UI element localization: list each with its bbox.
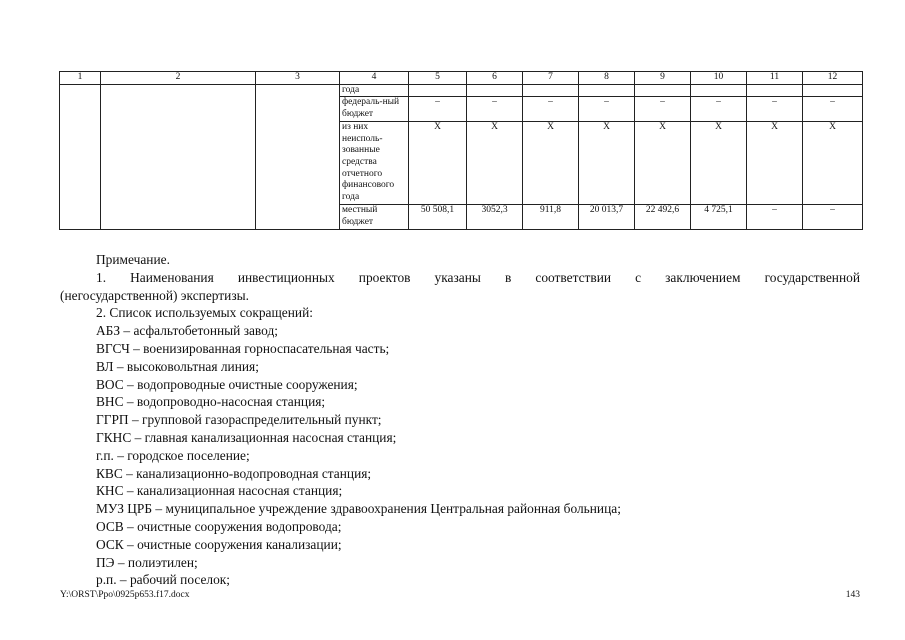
table-cell: 50 508,1 [409, 205, 467, 230]
table-cell [467, 84, 523, 97]
note-item-2: 2. Список используемых сокращений: [96, 305, 313, 321]
table-cell: – [467, 97, 523, 122]
table-cell: Х [467, 122, 523, 205]
col-number: 8 [579, 72, 635, 85]
table-cell: 22 492,6 [635, 205, 691, 230]
abbreviation-item: АБЗ – асфальтобетонный завод; [96, 323, 278, 339]
table-cell: – [803, 97, 863, 122]
row-label: года [340, 84, 409, 97]
col-number: 9 [635, 72, 691, 85]
abbreviation-item: КВС – канализационно-водопроводная станция; [96, 465, 372, 481]
table-cell: 911,8 [523, 205, 579, 230]
table-cell: – [691, 97, 747, 122]
abbreviation-item: ОСК – очистные сооружения канализации; [96, 536, 342, 552]
table-cell [747, 84, 803, 97]
table-cell: Х [691, 122, 747, 205]
abbreviation-item: ГГРП – групповой газораспределительный пункт; [96, 412, 382, 428]
col-number: 7 [523, 72, 579, 85]
table-cell: 3052,3 [467, 205, 523, 230]
row-label: из них неисполь-зованные средства отчетного финансового года [340, 122, 409, 205]
table-cell: Х [747, 122, 803, 205]
abbreviation-item: ВГСЧ – военизированная горноспасательная часть; [96, 340, 390, 356]
col-number: 2 [101, 72, 256, 85]
row-label: федераль-ный бюджет [340, 97, 409, 122]
table-cell-empty [256, 84, 340, 230]
table-cell: Х [579, 122, 635, 205]
abbreviation-item: ВНС – водопроводно-насосная станция; [96, 394, 326, 410]
notes-section [60, 251, 860, 589]
table-cell [523, 84, 579, 97]
table-cell: – [803, 205, 863, 230]
table-cell: Х [409, 122, 467, 205]
table-cell: Х [635, 122, 691, 205]
abbreviation-item: ПЭ – полиэтилен; [96, 554, 198, 570]
abbreviation-item: ВОС – водопроводные очистные сооружения; [96, 376, 358, 392]
table-cell [803, 84, 863, 97]
table-cell-empty [60, 84, 101, 230]
col-number: 11 [747, 72, 803, 85]
table-cell: 4 725,1 [691, 205, 747, 230]
abbreviation-item: МУЗ ЦРБ – муниципальное учреждение здравоохранения Центральная районная больница; [96, 501, 621, 517]
table-cell: Х [803, 122, 863, 205]
table-cell: – [579, 97, 635, 122]
col-number: 1 [60, 72, 101, 85]
footer-file-path: Y:\ORST\Ppo\0925p653.f17.docx [60, 590, 190, 600]
note-item-1: 1. Наименования инвестиционных проектов указаны в соответствии с заключением государственной [96, 269, 860, 285]
table-cell [635, 84, 691, 97]
table-cell: – [635, 97, 691, 122]
col-number: 12 [803, 72, 863, 85]
row-label: местный бюджет [340, 205, 409, 230]
table-row [60, 84, 863, 97]
table-cell-empty [101, 84, 256, 230]
col-number: 4 [340, 72, 409, 85]
col-number: 5 [409, 72, 467, 85]
note-item-1-continuation: (негосударственной) экспертизы. [60, 287, 249, 303]
table-cell: – [747, 97, 803, 122]
col-number: 3 [256, 72, 340, 85]
column-number-row [60, 72, 863, 85]
table-cell: 20 013,7 [579, 205, 635, 230]
table-cell [691, 84, 747, 97]
col-number: 10 [691, 72, 747, 85]
col-number: 6 [467, 72, 523, 85]
abbreviation-item: г.п. – городское поселение; [96, 447, 250, 463]
abbreviation-item: р.п. – рабочий поселок; [96, 572, 231, 588]
notes-heading: Примечание. [96, 252, 170, 267]
table-cell: – [747, 205, 803, 230]
abbreviation-item: КНС – канализационная насосная станция; [96, 483, 343, 499]
abbreviation-item: ВЛ – высоковольтная линия; [96, 358, 259, 374]
page-number: 143 [845, 590, 860, 600]
table-cell: Х [523, 122, 579, 205]
abbreviation-item: ГКНС – главная канализационная насосная станция; [96, 429, 397, 445]
abbreviation-item: ОСВ – очистные сооружения водопровода; [96, 518, 342, 534]
budget-table [59, 71, 863, 230]
table-cell [579, 84, 635, 97]
table-cell: – [409, 97, 467, 122]
table-cell [409, 84, 467, 97]
table-cell: – [523, 97, 579, 122]
